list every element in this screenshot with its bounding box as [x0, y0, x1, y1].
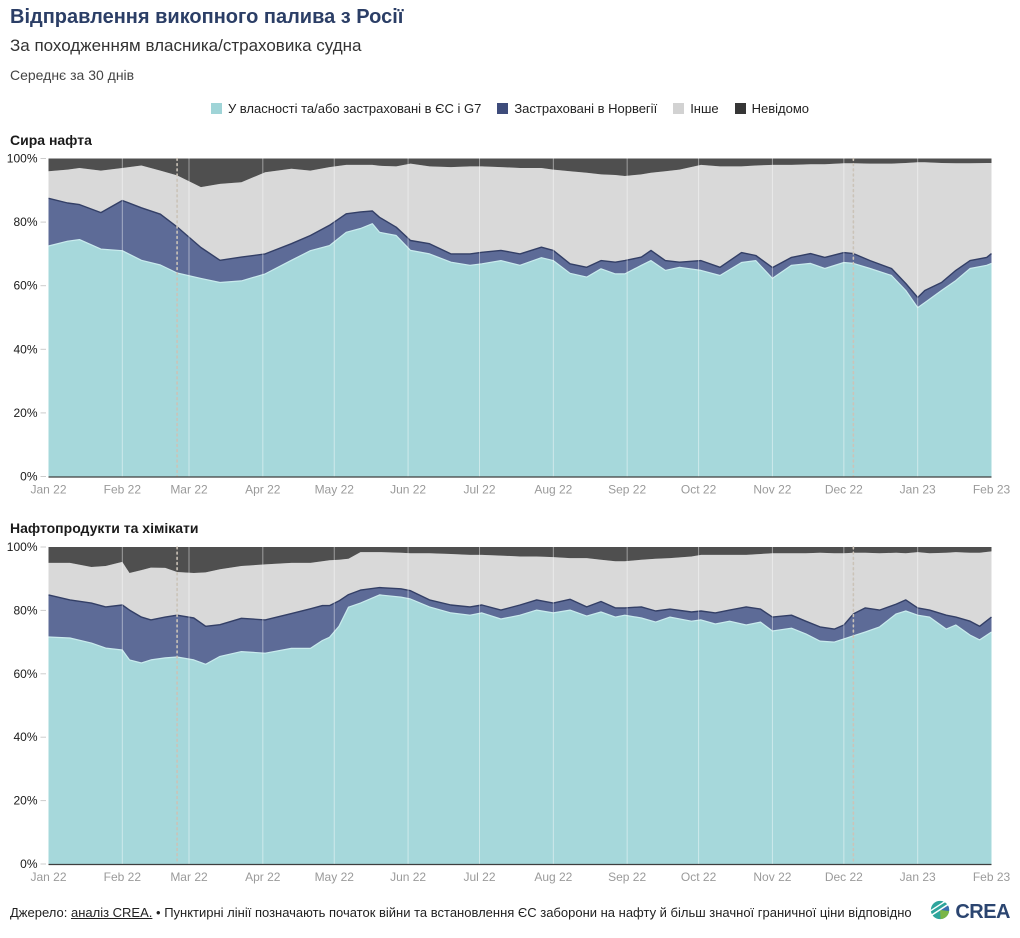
crea-brand-name: CREA — [955, 901, 1010, 923]
y-tick-label: 0% — [20, 857, 38, 871]
x-tick-label: Sep 22 — [608, 870, 647, 884]
legend-swatch-icon — [673, 103, 684, 114]
footer-bullet: • — [156, 905, 161, 920]
legend-item-0[interactable] — [211, 101, 481, 116]
x-tick-label: Jan 22 — [30, 870, 67, 884]
y-tick-label: 60% — [13, 666, 38, 681]
footer-source-note — [10, 905, 912, 920]
legend-item-2[interactable] — [673, 101, 718, 116]
y-tick-label: 20% — [13, 405, 38, 420]
x-tick-label: Sep 22 — [608, 482, 647, 497]
y-tick-label: 60% — [13, 278, 38, 293]
legend-swatch-icon — [735, 103, 746, 114]
legend-item-3[interactable] — [735, 101, 809, 116]
x-tick-label: Aug 22 — [534, 482, 573, 497]
source-link[interactable]: аналіз CREA. — [70, 905, 153, 920]
averaging-note: Середнє за 30 днів — [10, 67, 135, 83]
oil-products-area-chart — [0, 537, 1020, 893]
x-tick-label: Nov 22 — [753, 870, 792, 884]
legend — [0, 101, 1020, 116]
source-label: Джерело: — [10, 905, 68, 920]
x-tick-label: Feb 23 — [972, 870, 1011, 884]
x-tick-label: Jul 22 — [463, 482, 496, 497]
legend-swatch-icon — [497, 103, 508, 114]
y-tick-label: 100% — [6, 151, 38, 166]
y-tick-label: 100% — [6, 540, 38, 554]
page-title: Відправлення викопного палива з Росії — [10, 6, 404, 28]
page-subtitle: За походженням власника/страховика судна — [10, 36, 362, 55]
x-tick-label: Oct 22 — [680, 870, 717, 884]
crea-brand[interactable] — [929, 899, 1010, 926]
legend-label: Інше — [690, 101, 719, 116]
x-tick-label: Feb 22 — [103, 870, 142, 884]
x-tick-label: Jan 22 — [30, 482, 67, 497]
y-tick-label: 80% — [13, 603, 38, 618]
x-tick-label: Mar 22 — [170, 870, 208, 884]
legend-swatch-icon — [211, 103, 222, 114]
x-tick-label: Mar 22 — [170, 482, 208, 497]
x-tick-label: Jul 22 — [463, 870, 496, 884]
x-tick-label: Feb 23 — [972, 482, 1011, 497]
footer-note-text: Пунктирні лінії позначають початок війни та встановлення ЄС заборони на нафту й більш значної граничної ціни відповідно — [164, 905, 912, 920]
y-tick-label: 0% — [20, 469, 38, 484]
legend-item-1[interactable] — [497, 101, 657, 116]
x-tick-label: May 22 — [314, 870, 354, 884]
y-tick-label: 40% — [13, 342, 38, 357]
crude-oil-area-chart — [0, 148, 1020, 504]
x-tick-label: May 22 — [314, 482, 354, 497]
x-tick-label: Nov 22 — [753, 482, 792, 497]
chart-title-crude-oil: Сира нафта — [10, 132, 92, 148]
x-tick-label: Apr 22 — [245, 482, 281, 497]
crea-logo-icon — [929, 899, 951, 926]
y-tick-label: 80% — [13, 215, 38, 230]
x-tick-label: Feb 22 — [103, 482, 142, 497]
chart-title-oil-products: Нафтопродукти та хімікати — [10, 520, 199, 536]
x-tick-label: Jan 23 — [899, 870, 936, 884]
x-tick-label: Jan 23 — [899, 482, 936, 497]
x-tick-label: Jun 22 — [390, 870, 427, 884]
legend-label: Застраховані в Норвегії — [514, 101, 658, 116]
y-tick-label: 20% — [13, 793, 38, 808]
legend-label: Невідомо — [751, 101, 810, 116]
x-tick-label: Dec 22 — [824, 870, 863, 884]
x-tick-label: Dec 22 — [824, 482, 863, 497]
x-tick-label: Oct 22 — [680, 482, 717, 497]
x-tick-label: Aug 22 — [534, 870, 573, 884]
y-tick-label: 40% — [13, 730, 38, 745]
legend-label: У власності та/або застраховані в ЄС і G7 — [227, 101, 482, 116]
x-tick-label: Jun 22 — [390, 482, 427, 497]
x-tick-label: Apr 22 — [245, 870, 281, 884]
